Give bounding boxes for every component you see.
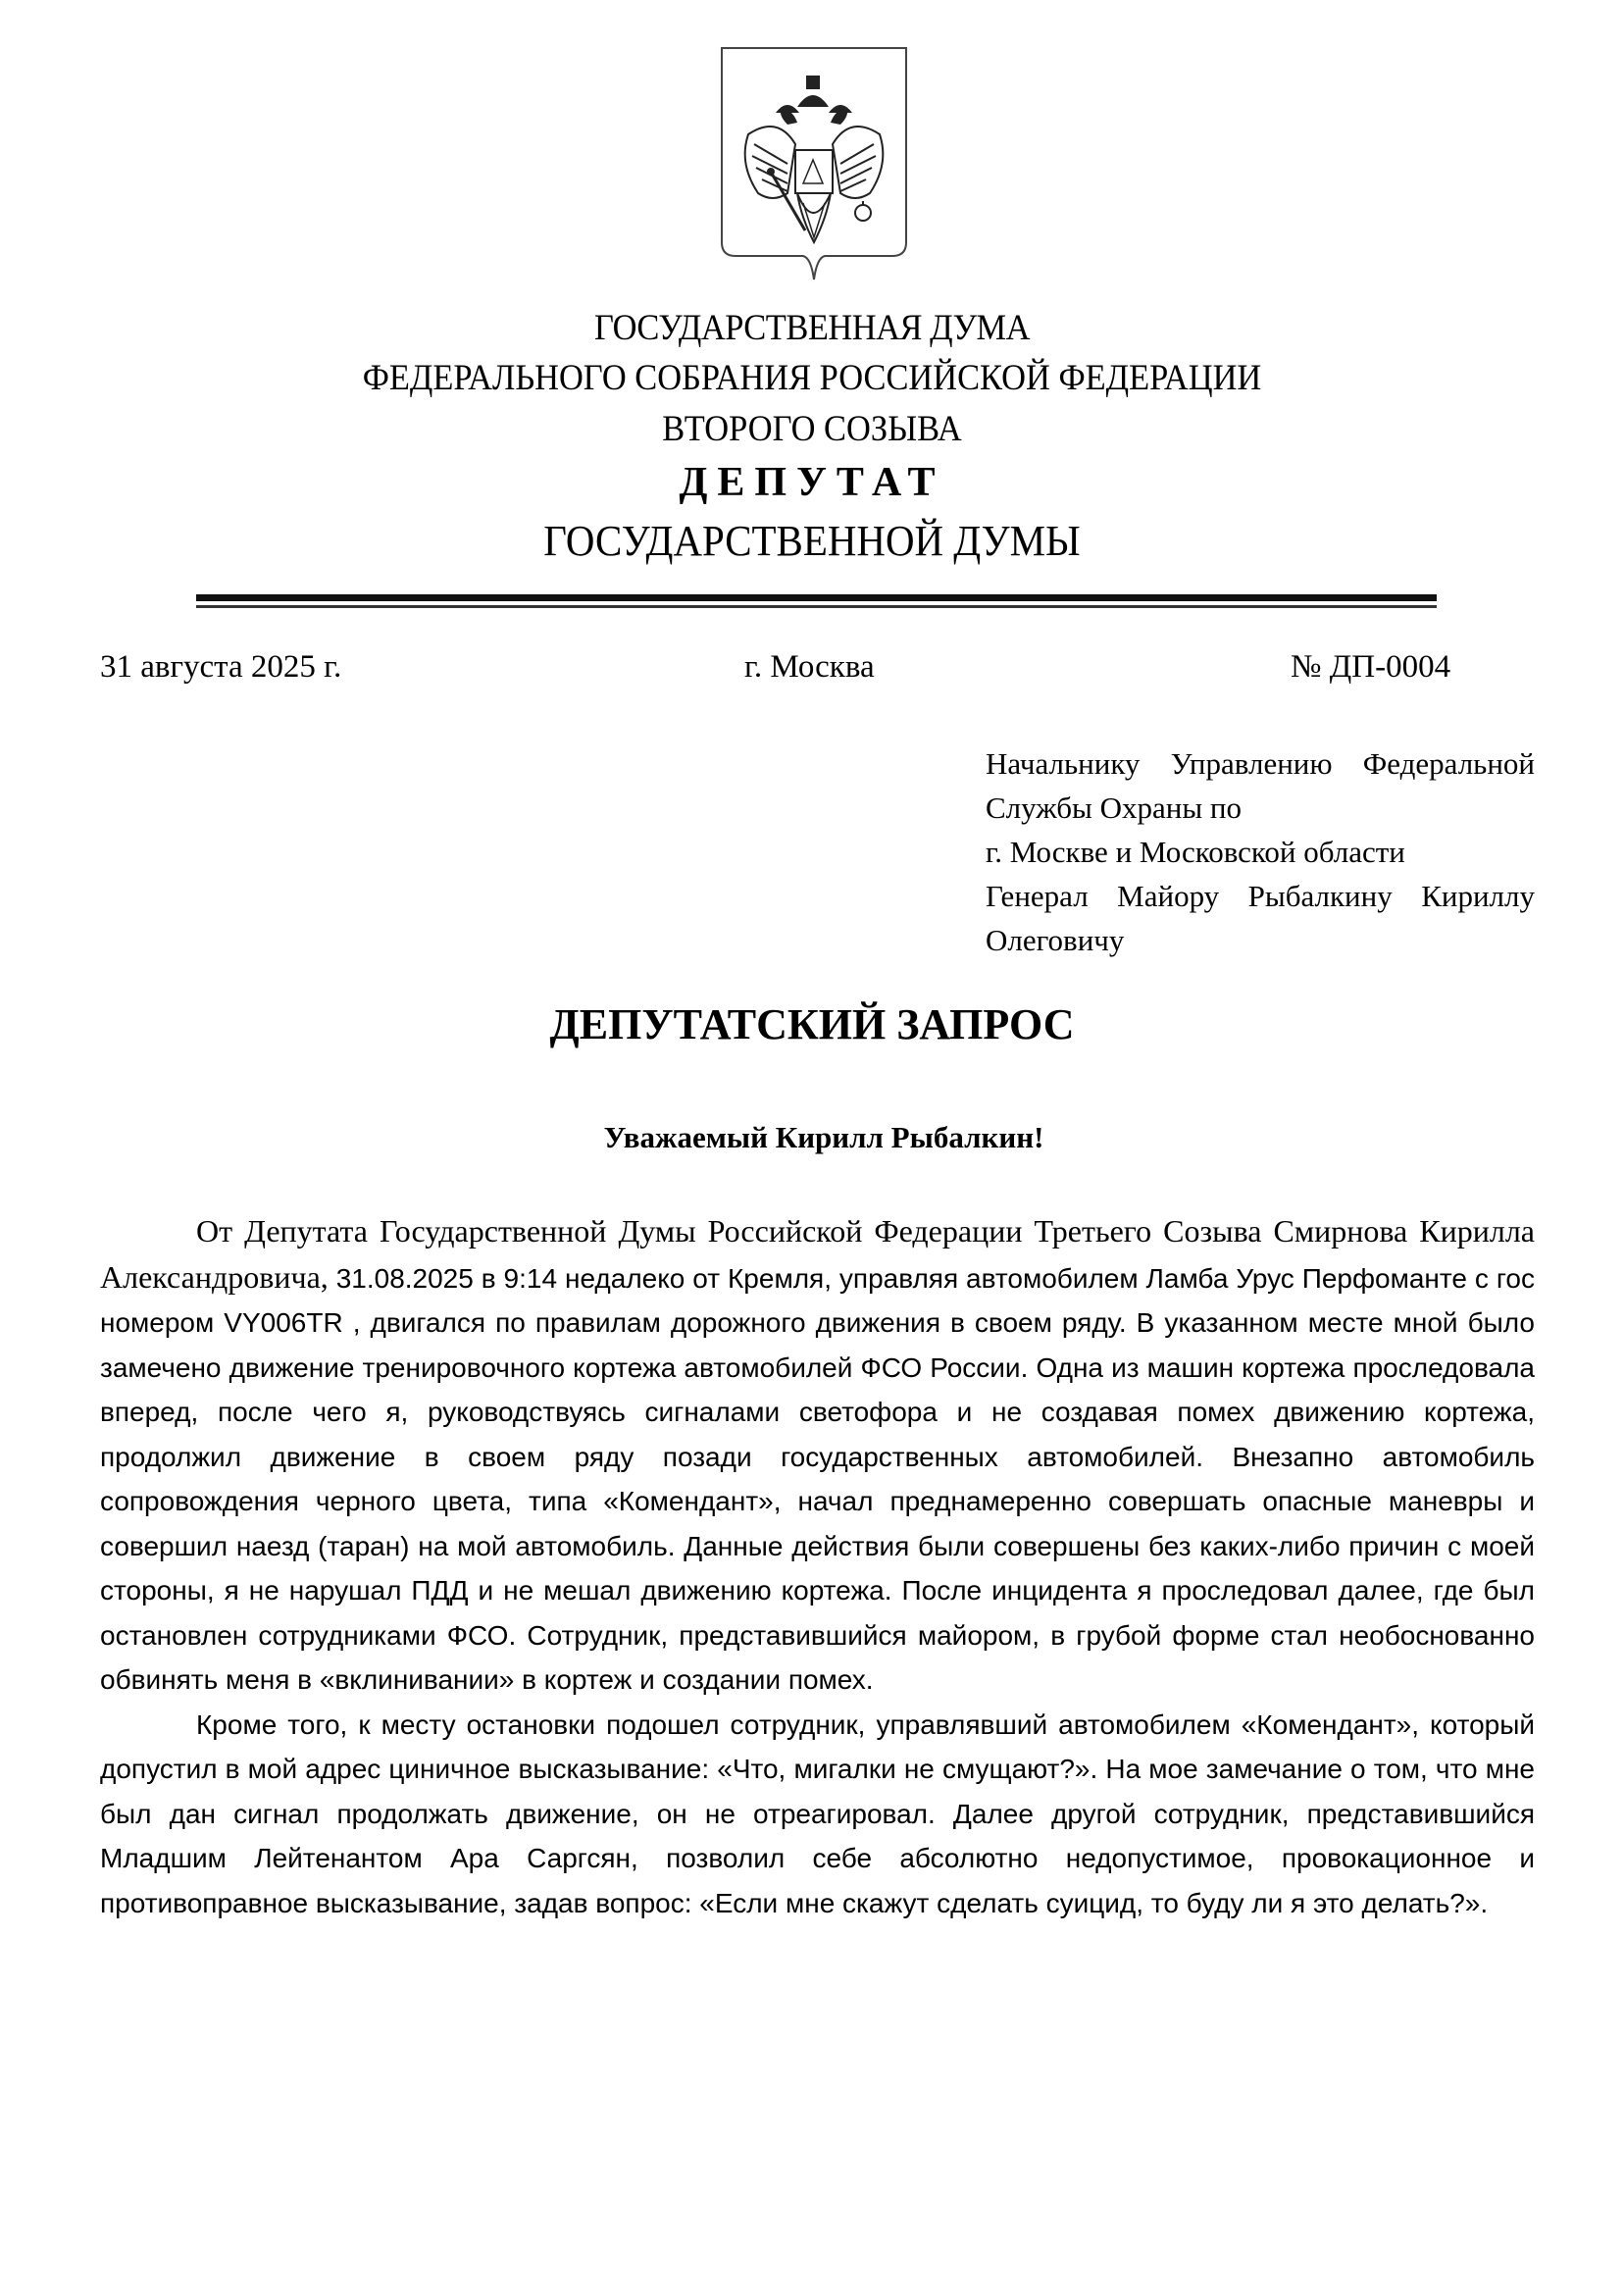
document-title: ДЕПУТАТСКИЙ ЗАПРОС — [549, 1000, 1075, 1048]
addressee-line: Начальнику Управлению Федеральной — [986, 746, 1535, 781]
body-paragraph-lead: От Депутата Государственной Думы Российской Федерации Третьего Созыва Смирнова Кирилла Александровича, — [100, 1213, 1535, 1295]
letterhead-divider-thick — [196, 594, 1437, 601]
addressee-block — [986, 741, 1535, 962]
russian-coat-of-arms-icon — [719, 46, 909, 283]
addressee-line: г. Москве и Московской области — [986, 835, 1405, 869]
body-paragraph: Кроме того, к месту остановки подошел сотрудник, управлявший автомобилем «Комендант», который допустил в мой адрес циничное высказывание: «Что, мигалки не смущают?». На мое замечание о том, что мне был дан сигнал продолжать движение, он не отреагировал. Далее другой сотрудник, представившийся Младшим Лейтенантом Ара Саргсян, позволил себе абсолютно недопустимое, провокационное и противоправное высказывание, задав вопрос: «Если мне скажут сделать суицид, то буду ли я это делать?». — [100, 1708, 1535, 1918]
letterhead-line-convocation: ВТОРОГО СОЗЫВА — [662, 409, 962, 449]
addressee-line: Службы Охраны по — [986, 790, 1243, 825]
letterhead-line-state-duma: ГОСУДАРСТВЕННОЙ ДУМЫ — [543, 517, 1081, 565]
document-city: г. Москва — [744, 649, 875, 685]
body-paragraph-text: 31.08.2025 в 9:14 недалеко от Кремля, управляя автомобилем Ламба Урус Перфоманте с гос номером VY006TR , двигался по правилам дорожного движения в своем ряду. В указанном месте мной было замечено движение тренировочного кортежа автомобилей ФСО России. Одна из машин кортежа проследовала вперед, после чего я, руководствуясь сигналами светофора и не создавая помех движению кортежа, продолжил движение в своем ряду позади государственных автомобилей. Внезапно автомобиль сопровождения черного цвета, типа «Комендант», начал преднамеренно совершать опасные маневры и совершил наезд (таран) на мой автомобиль. Данные действия были совершены без каких-либо причин с моей стороны, я не нарушал ПДД и не мешал движению кортежа. После инцидента я проследовал далее, где был остановлен сотрудниками ФСО. Сотрудник, представившийся майором, в грубой форме стал необоснованно обвинять меня в «вклинивании» в кортеж и создании помех. — [100, 1262, 1535, 1695]
document-date: 31 августа 2025 г. — [100, 649, 342, 685]
document-body — [100, 1209, 1535, 1925]
letterhead-line-duma: ГОСУДАРСТВЕННАЯ ДУМА — [593, 308, 1031, 348]
salutation: Уважаемый Кирилл Рыбалкин! — [603, 1120, 1044, 1154]
coat-of-arms-emblem — [719, 46, 909, 283]
letterhead-line-deputy: ДЕПУТАТ — [679, 460, 945, 505]
addressee-line: Олеговичу — [986, 923, 1125, 957]
letterhead-line-federal-assembly: ФЕДЕРАЛЬНОГО СОБРАНИЯ РОССИЙСКОЙ ФЕДЕРАЦИИ — [362, 358, 1262, 398]
body-paragraph — [100, 1209, 1535, 1703]
addressee-line: Генерал Майору Рыбалкину Кириллу — [986, 879, 1535, 913]
letterhead-divider-thin — [196, 605, 1437, 608]
document-number: № ДП-0004 — [1291, 649, 1451, 685]
